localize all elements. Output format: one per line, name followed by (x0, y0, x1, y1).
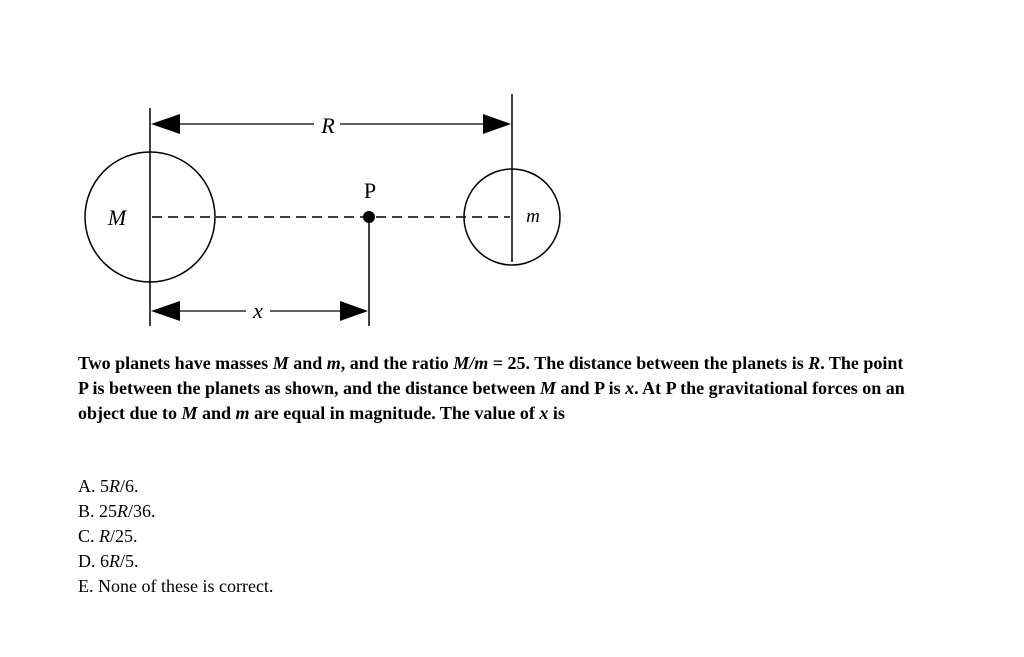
text-run: /5. (120, 551, 139, 571)
text-run: is (548, 403, 565, 423)
x-arrow-right (340, 301, 368, 321)
label-separation-r: R (321, 113, 335, 138)
r-arrow-left (151, 114, 180, 134)
text-run: , and the ratio (340, 353, 454, 373)
text-run: None of these is correct. (98, 576, 274, 596)
text-run: /36. (128, 501, 156, 521)
text-run: = 25. The distance between the planets is (488, 353, 809, 373)
label-distance-x: x (253, 298, 263, 323)
italic-text-run: x (539, 403, 549, 423)
italic-text-run: M (540, 378, 557, 398)
text-run: 25 (99, 501, 118, 521)
option-letter: B. (78, 501, 100, 521)
text-run: /25. (110, 526, 138, 546)
answer-option[interactable] (78, 524, 273, 549)
text-run: and (197, 403, 236, 423)
italic-text-run: m (326, 353, 341, 373)
label-small-mass: m (526, 206, 540, 227)
point-p-dot (363, 211, 375, 223)
answer-option[interactable] (78, 574, 273, 599)
label-point-p: P (363, 178, 377, 203)
answer-option[interactable] (78, 549, 273, 574)
option-letter: A. (78, 476, 100, 496)
italic-text-run: m (235, 403, 250, 423)
italic-text-run: R (117, 501, 129, 521)
text-run: . At P the gravitational forces on an object due to (78, 378, 905, 423)
text-run: /6. (120, 476, 139, 496)
text-run: and (288, 353, 327, 373)
text-run: 6 (100, 551, 109, 571)
italic-text-run: R (109, 551, 120, 571)
text-run: are equal in magnitude. The value of (249, 403, 540, 423)
question-text (78, 351, 908, 426)
text-run: . The point P is between the planets as shown, and the distance between (78, 353, 904, 398)
answer-option[interactable] (78, 474, 273, 499)
italic-text-run: R (99, 526, 111, 546)
italic-text-run: M (181, 403, 198, 423)
option-letter: E. (78, 576, 98, 596)
x-arrow-left (151, 301, 180, 321)
label-big-mass: M (107, 205, 127, 230)
answer-option[interactable] (78, 499, 273, 524)
italic-text-run: R (109, 476, 120, 496)
italic-text-run: M (272, 353, 289, 373)
text-run: 5 (100, 476, 109, 496)
r-arrow-right (483, 114, 511, 134)
text-run: Two planets have masses (78, 353, 273, 373)
option-letter: D. (78, 551, 100, 571)
text-run: and P is (556, 378, 626, 398)
italic-text-run: M/m (453, 353, 489, 373)
option-letter: C. (78, 526, 100, 546)
italic-text-run: x (625, 378, 635, 398)
answer-options (78, 474, 273, 599)
italic-text-run: R (808, 353, 821, 373)
